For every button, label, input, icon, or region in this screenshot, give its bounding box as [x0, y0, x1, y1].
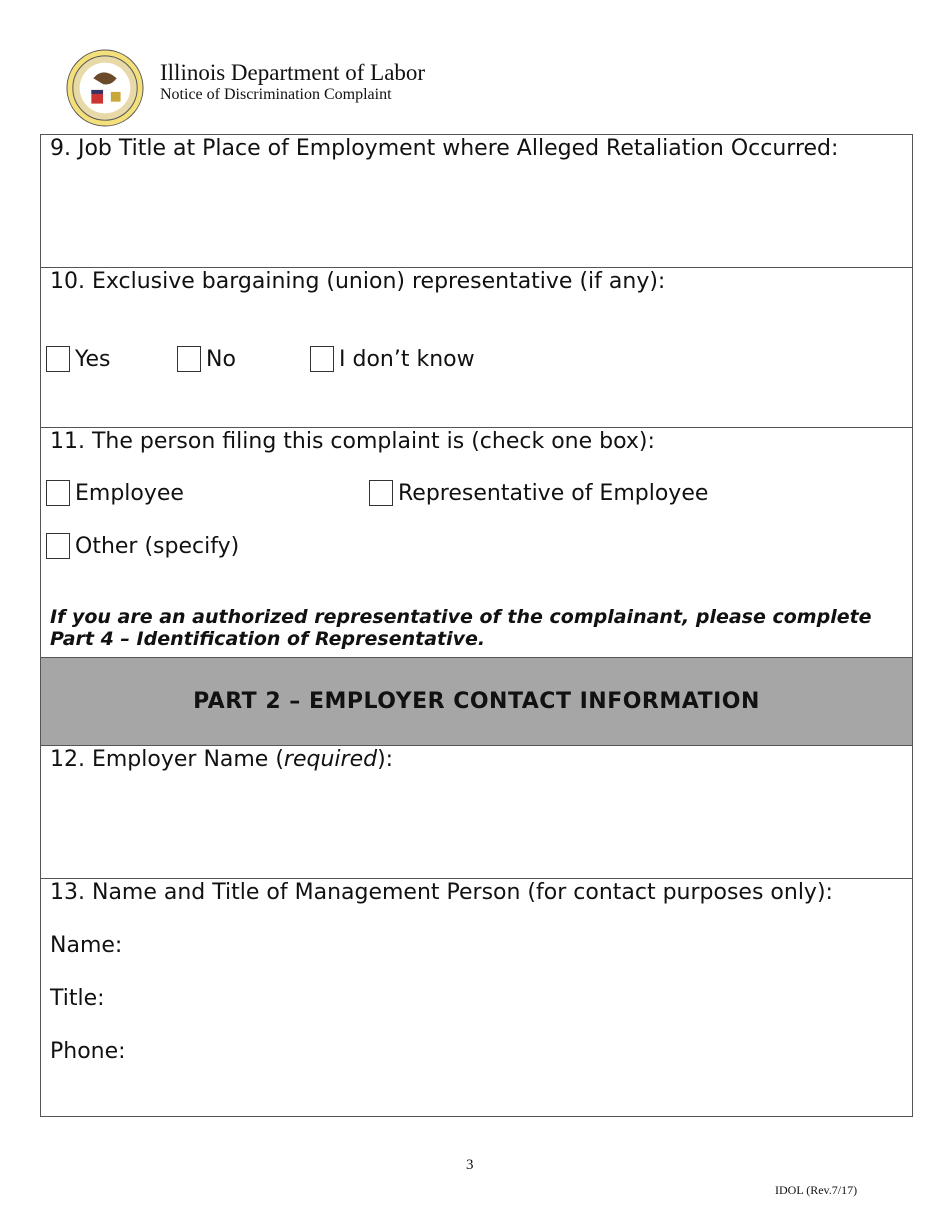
- q13-label: 13. Name and Title of Management Person (for contact purposes only):: [50, 880, 833, 905]
- checkbox-box[interactable]: [46, 346, 70, 372]
- checkbox-label: Representative of Employee: [398, 480, 709, 506]
- q10-label: 10. Exclusive bargaining (union) representative (if any):: [50, 269, 666, 294]
- page-number: 3: [466, 1157, 474, 1173]
- checkbox-employee[interactable]: [46, 480, 184, 506]
- checkbox-box[interactable]: [369, 480, 393, 506]
- checkbox-box[interactable]: [310, 346, 334, 372]
- q9-label: 9. Job Title at Place of Employment where Alleged Retaliation Occurred:: [50, 136, 839, 161]
- q10-union-rep: [41, 268, 912, 428]
- name-field[interactable]: Name:: [50, 933, 123, 958]
- revision-label: IDOL (Rev.7/17): [775, 1183, 858, 1197]
- checkbox-label: Other (specify): [75, 533, 240, 559]
- checkbox-label: I don’t know: [339, 346, 475, 372]
- q11-filer: [41, 428, 912, 658]
- representative-note: If you are an authorized representative of the complainant, please complete Part 4 – Identification of Representative.: [50, 606, 872, 650]
- checkbox-box[interactable]: [46, 480, 70, 506]
- complaint-form: [40, 134, 913, 1117]
- checkbox-label: Yes: [75, 346, 111, 372]
- checkbox-label: Employee: [75, 480, 184, 506]
- checkbox-box[interactable]: [46, 533, 70, 559]
- org-name: Illinois Department of Labor: [160, 60, 426, 85]
- checkbox-representative[interactable]: [369, 480, 708, 506]
- checkbox-label: No: [206, 346, 236, 372]
- phone-field[interactable]: Phone:: [50, 1039, 126, 1064]
- checkbox-yes[interactable]: [46, 346, 111, 372]
- checkbox-dont-know[interactable]: [310, 346, 475, 372]
- q11-label: 11. The person filing this complaint is (check one box):: [50, 429, 655, 454]
- q12-employer-name[interactable]: [41, 746, 912, 879]
- checkbox-no[interactable]: [177, 346, 236, 372]
- q12-label: 12. Employer Name (required):: [50, 747, 394, 772]
- illinois-state-seal-logo: [66, 49, 144, 127]
- q9-job-title[interactable]: [41, 135, 912, 268]
- q13-management-contact: [41, 879, 912, 1116]
- checkbox-box[interactable]: [177, 346, 201, 372]
- checkbox-other[interactable]: [46, 533, 239, 559]
- part2-heading: PART 2 – EMPLOYER CONTACT INFORMATION: [41, 658, 912, 746]
- form-title: Notice of Discrimination Complaint: [160, 86, 392, 103]
- title-field[interactable]: Title:: [50, 986, 105, 1011]
